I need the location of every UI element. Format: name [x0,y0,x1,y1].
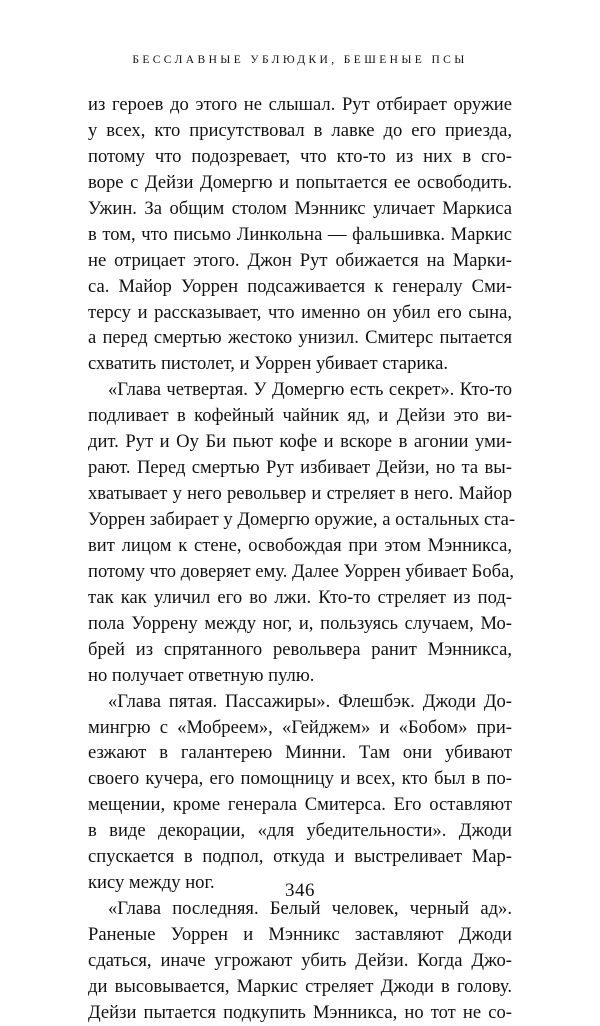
text-line: «Глава четвертая. У Домергю есть секрет». Кто-то [108,379,512,401]
text-line: не отрицает этого. Джон Рут обижается на Марки- [88,249,512,271]
text-line: мингрю с «Мобреем», «Гейджем» и «Бобом» при- [88,716,512,738]
text-line: «Глава пятая. Пассажиры». Флешбэк. Джоди До- [108,690,512,712]
text-line: рают. Перед смертью Рут избивает Дейзи, но та вы- [88,457,512,479]
text-line: вит лицом к стене, освобождая при этом Мэнникса, [88,534,512,556]
text-line: кису между ног. [88,872,215,894]
text-line: Раненые Уоррен и Мэнникс заставляют Джоди [88,924,512,945]
text-line: своего кучера, его помощницу и всех, кто был в по- [88,768,512,790]
text-line: Уоррен забирает у Домергю оружие, а остальных ста- [88,509,516,530]
text-line: «Глава последняя. Белый человек, черный ад». [108,898,512,920]
text-line: а перед смертью жестоко унизил. Смитерс пытается [88,327,512,349]
paragraph [88,92,512,377]
page-number: 346 [285,880,315,901]
text-line: в том, что письмо Линкольна — фальшивка. Маркис [88,223,512,245]
text-line: терсу и рассказывает, что именно он убил его сына, [88,301,512,323]
text-line: са. Майор Уоррен подсаживается к генералу Сми- [88,275,512,297]
text-line: подливает в кофейный чайник яд, и Дейзи это ви- [88,405,512,427]
text-line: спускается в подпол, откуда и выстреливает Мар- [88,846,512,868]
text-line: брей из спрятанного револьвера ранит Мэнникса, [88,638,512,660]
text-line: схватить пистолет, и Уоррен убивает старика. [88,353,449,375]
text-line: потому что подозревает, что кто-то из них в сго- [88,145,512,167]
text-line: ди высовывается, Маркис стреляет Джоди в голову. [88,975,512,997]
text-line: езжают в галантерею Минни. Там они убивают [88,742,512,764]
running-head: БЕССЛАВНЫЕ УБЛЮДКИ, БЕШЕНЫЕ ПСЫ [132,54,468,66]
text-line: так как уличил его во лжи. Кто-то стреляет из под- [88,586,512,608]
text-line: воре с Дейзи Домергю и попытается ее освободить. [88,171,512,193]
text-line: из героев до этого не слышал. Рут отбирает оружие [88,94,512,115]
text-line: пола Уоррену между ног, и, пользуясь случаем, Мо- [88,612,512,634]
text-line: Ужин. За общим столом Мэнникс уличает Маркиса [88,197,512,219]
text-line: у всех, кто присутствовал в лавке до его приезда, [88,119,512,141]
text-line: потому что доверяет ему. Далее Уоррен убивает Боба, [88,560,514,582]
text-line: мещении, кроме генерала Смитерса. Его оставляют [88,794,512,816]
text-line: сдаться, иначе угрожают убить Дейзи. Когда Джо- [88,949,512,971]
text-line: дит. Рут и Оу Би пьют кофе и вскоре в агонии уми- [88,431,512,453]
paragraph [88,689,512,897]
text-line: но получает ответную пулю. [88,664,315,686]
text-line: Дейзи пытается подкупить Мэнникса, но тот не со- [88,1001,512,1023]
text-line: хватывает у него револьвер и стреляет в него. Майор [88,483,512,505]
text-line: в виде декорации, «для убедительности». Джоди [88,820,512,842]
paragraph [88,377,516,688]
paragraph [88,896,512,1026]
